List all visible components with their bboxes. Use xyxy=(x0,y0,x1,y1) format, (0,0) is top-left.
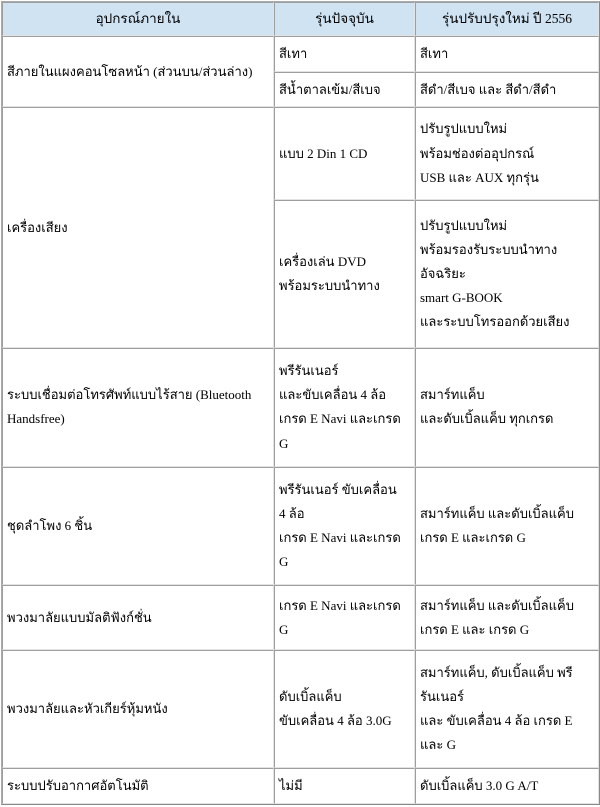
cell-updated: สมาร์ทแค็บ และดับเบิ้ลแค็บ เกรด E และ เกรด G xyxy=(415,585,599,650)
spec-comparison-table xyxy=(1,1,600,805)
cell-current: เครื่องเล่น DVD พร้อมระบบนำทาง xyxy=(274,200,415,349)
cell-current: ดับเบิ้ลแค็บ ขับเคลื่อน 4 ล้อ 3.0G xyxy=(274,650,415,767)
table-row xyxy=(2,36,599,72)
cell-current: สีน้ำตาลเข้ม/สีเบจ xyxy=(274,72,415,107)
cell-current: พรีรันเนอร์ ขับเคลื่อน 4 ล้อ เกรด E Navi และเกรด G xyxy=(274,467,415,585)
row-label-speakers: ชุดลำโพง 6 ชิ้น xyxy=(2,467,274,585)
row-label-multifunction-wheel: พวงมาลัยแบบมัลติฟังก์ชั่น xyxy=(2,585,274,650)
table-row xyxy=(2,768,599,804)
table-row xyxy=(2,650,599,767)
cell-current: เกรด E Navi และเกรด G xyxy=(274,585,415,650)
cell-current: ไม่มี xyxy=(274,768,415,804)
cell-current: แบบ 2 Din 1 CD xyxy=(274,107,415,199)
cell-updated: สีเทา xyxy=(415,36,599,72)
row-label-auto-ac: ระบบปรับอากาศอัตโนมัติ xyxy=(2,768,274,804)
table-row xyxy=(2,348,599,466)
cell-updated: สมาร์ทแค็บ และดับเบิ้ลแค็บ เกรด E และเกรด G xyxy=(415,467,599,585)
row-label-bluetooth: ระบบเชื่อมต่อโทรศัพท์แบบไร้สาย (Bluetooth Handsfree) xyxy=(2,348,274,466)
cell-updated: ดับเบิ้ลแค็บ 3.0 G A/T xyxy=(415,768,599,804)
header-equipment: อุปกรณ์ภายใน xyxy=(2,2,274,36)
header-current-model: รุ่นปัจจุบัน xyxy=(274,2,415,36)
cell-updated: ปรับรูปแบบใหม่ พร้อมรองรับระบบนำทาง อัจฉริยะ smart G-BOOK และระบบโทรออกด้วยเสียง xyxy=(415,200,599,349)
row-label-panel-color: สีภายในแผงคอนโซลหน้า (ส่วนบน/ส่วนล่าง) xyxy=(2,36,274,107)
cell-updated: สีดำ/สีเบจ และ สีดำ/สีดำ xyxy=(415,72,599,107)
header-row xyxy=(2,2,599,36)
cell-current: สีเทา xyxy=(274,36,415,72)
cell-updated: ปรับรูปแบบใหม่ พร้อมช่องต่ออุปกรณ์ USB และ AUX ทุกรุ่น xyxy=(415,107,599,199)
row-label-audio: เครื่องเสียง xyxy=(2,107,274,348)
table-row xyxy=(2,107,599,199)
table-row xyxy=(2,467,599,585)
cell-current: พรีรันเนอร์ และขับเคลื่อน 4 ล้อ เกรด E Navi และเกรด G xyxy=(274,348,415,466)
cell-updated: สมาร์ทแค็บ และดับเบิ้ลแค็บ ทุกเกรด xyxy=(415,348,599,466)
row-label-leather-wheel: พวงมาลัยและหัวเกียร์หุ้มหนัง xyxy=(2,650,274,767)
cell-updated: สมาร์ทแค็บ, ดับเบิ้ลแค็บ พรี รันเนอร์ และ ขับเคลื่อน 4 ล้อ เกรด E และ G xyxy=(415,650,599,767)
table-row xyxy=(2,585,599,650)
header-updated-model: รุ่นปรับปรุงใหม่ ปี 2556 xyxy=(415,2,599,36)
